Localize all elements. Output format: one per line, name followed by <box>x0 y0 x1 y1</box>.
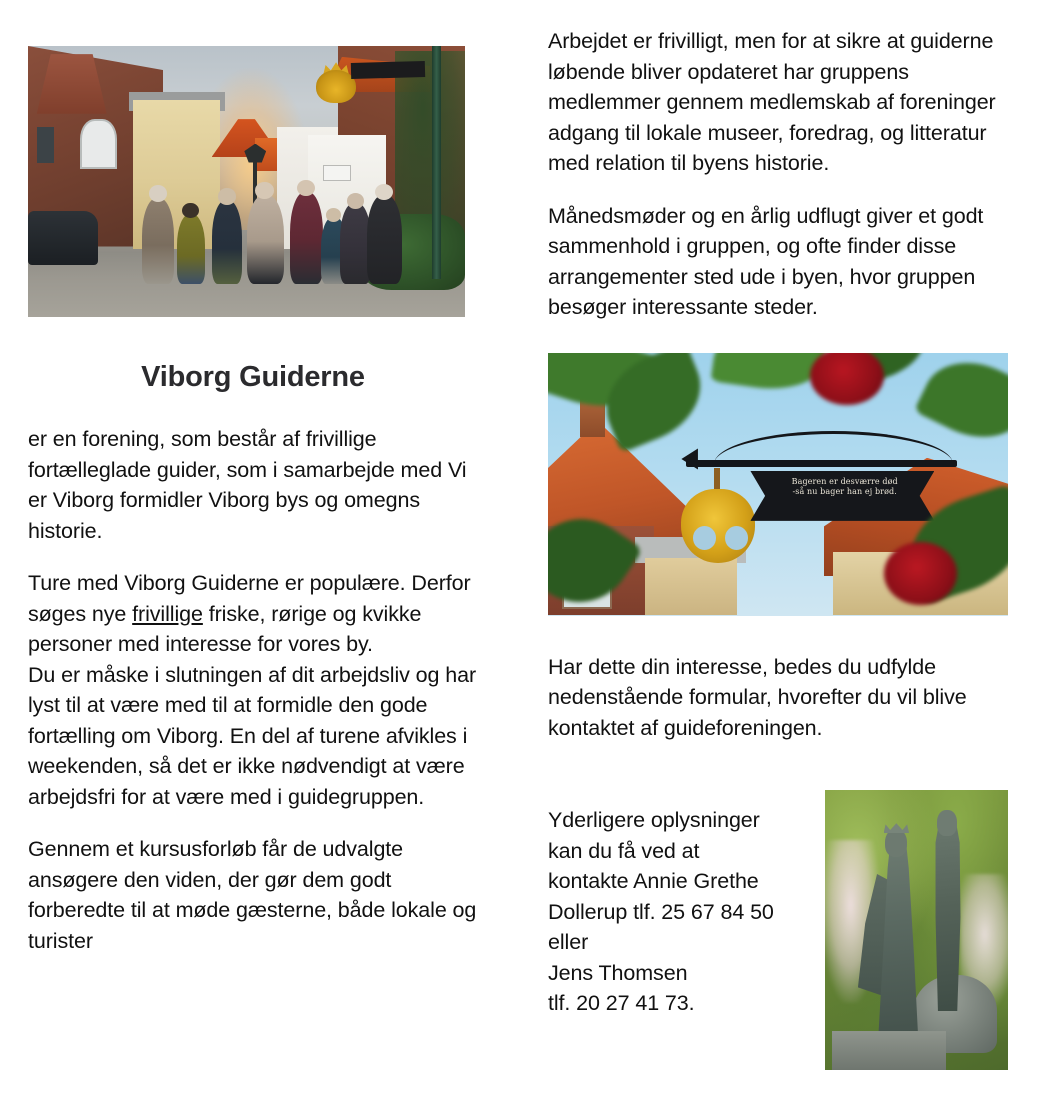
left-column <box>28 46 478 978</box>
paragraph-social: Månedsmøder og en årlig udflugt giver et godt sammenhold i gruppen, og ofte finder disse arrangementer sted ude i byen, hvor gruppen besøger interessante steder. <box>548 203 984 319</box>
building-middle <box>645 558 737 616</box>
parked-car <box>28 211 98 265</box>
contact-line: eller <box>548 930 589 954</box>
tour-participant-head <box>297 180 314 196</box>
dark-window <box>37 127 54 162</box>
frivillige-link[interactable]: frivillige <box>132 601 203 626</box>
pretzel-hole-right <box>725 526 748 550</box>
statue-base <box>832 1031 945 1070</box>
recruitment-text-after: friske, rørige og kvikke personer med interesse for vores by. <box>28 601 422 656</box>
contact-line: Dollerup tlf. 25 67 84 50 <box>548 899 774 924</box>
tour-participant-head <box>182 203 199 218</box>
paragraph-recruitment <box>28 568 478 660</box>
contact-line: kontakte Annie Grethe <box>548 869 759 893</box>
bakery-pretzel-icon <box>316 70 355 103</box>
red-rose <box>810 353 884 406</box>
sign-text-line-1: Bageren er desværre død <box>791 477 898 487</box>
ivy-foliage <box>395 51 465 241</box>
contact-line: kan du få ved at <box>548 838 700 863</box>
statue-man-head <box>937 810 957 837</box>
paragraph-intro: er en forening, som består af frivillige fortælleglade guider, som i samarbejde med Vi er Viborg formidler Viborg bys og omegns historie. <box>28 427 467 543</box>
paragraph-recruitment-2: Du er måske i slutningen af dit arbejdsliv og har lyst til at være med til at formidle den gode fortælling om Viborg. En del af turene afvikles i weekenden, så det er ikke nødvendigt at være arbejdsfri for at være med i guidegruppen. <box>28 662 477 809</box>
paragraph-training: Gennem et kursusforløb får de udvalgte ansøgere den viden, der gør dem godt forberedte til at møde gæsterne, både lokale og turister <box>28 837 477 953</box>
tour-participant-head <box>347 193 364 209</box>
contact-block <box>548 805 848 1019</box>
statue-queen-head <box>885 829 907 857</box>
tour-participant <box>367 195 402 284</box>
paragraph-call-to-action: Har dette din interesse, bedes du udfylde nedenstående formular, hvorefter du vil blive kontaktet af guideforeningen. <box>548 654 967 740</box>
bakery-hanging-sign <box>351 61 426 79</box>
tour-participant-head <box>218 188 235 204</box>
bronze-statue-photo <box>825 790 1008 1070</box>
recruitment-text-before: Ture med Viborg Guiderne er populære. Derfor søges nye <box>28 571 471 626</box>
arched-window <box>80 119 117 169</box>
tour-participant <box>142 198 175 285</box>
paragraph-volunteer-work: Arbejdet er frivilligt, men for at sikre at guiderne løbende bliver opdateret har gruppens medlemmer gennem medlemskab af foreninger adgang til lokale museer, foredrag, og litteratur med relation til byens historie. <box>548 29 996 175</box>
contact-line: Yderligere oplysninger <box>548 808 760 832</box>
tour-participant <box>247 195 284 284</box>
wrought-iron-bar <box>686 460 957 467</box>
tour-participant <box>290 192 323 284</box>
tour-participant <box>212 200 243 284</box>
tour-participant-head <box>255 182 273 199</box>
contact-line: tlf. 20 27 41 73. <box>548 991 695 1015</box>
street-name-sign <box>323 165 351 181</box>
sign-plate-text <box>764 477 925 497</box>
golden-pretzel-icon <box>681 489 755 563</box>
foliage-leaf <box>914 353 1008 456</box>
tour-participant-head <box>149 185 167 202</box>
tour-participant <box>177 214 205 284</box>
pretzel-hole-left <box>693 526 716 550</box>
green-pole <box>432 46 441 279</box>
street-walking-tour-photo <box>28 46 465 317</box>
page-title: Viborg Guiderne <box>141 361 365 393</box>
sign-text-line-2: -så nu bager han ej brød. <box>792 487 897 497</box>
red-rose <box>884 542 958 605</box>
contact-line: Jens Thomsen <box>548 960 688 985</box>
bakery-sign-photo <box>548 353 1008 616</box>
